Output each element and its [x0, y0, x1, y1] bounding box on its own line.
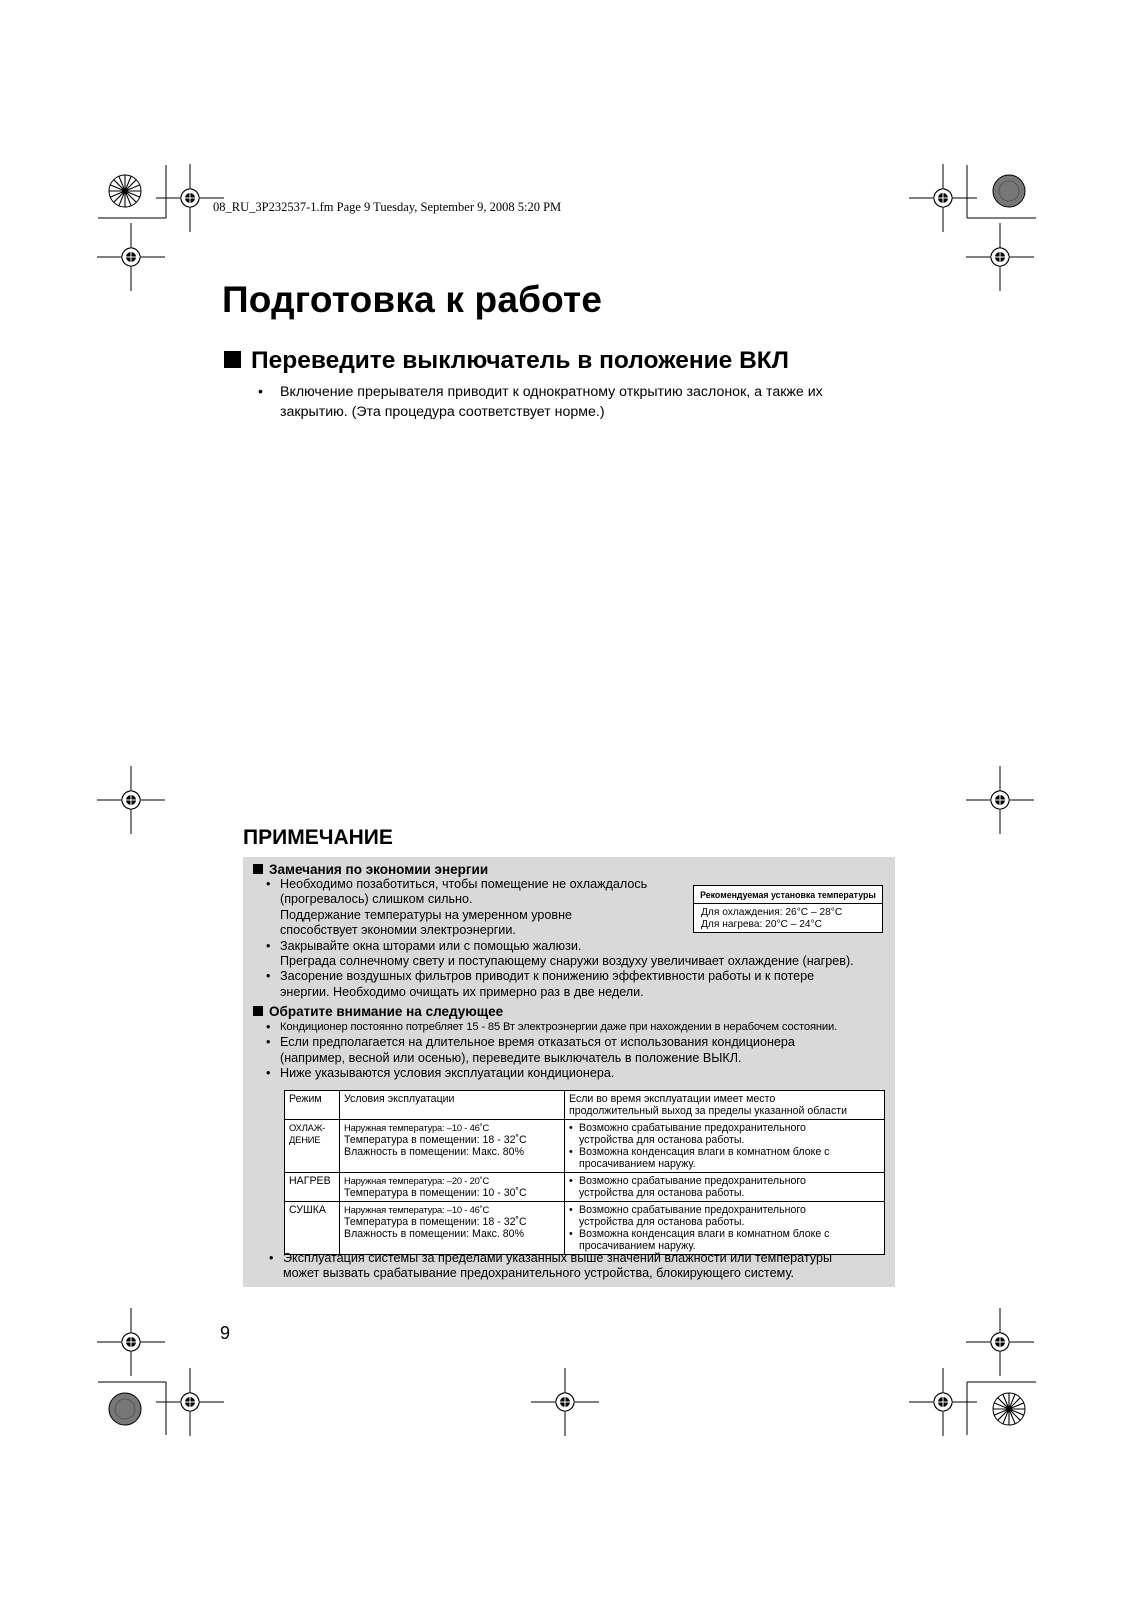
header-outside-line: Если во время эксплуатации имеет место	[569, 1093, 776, 1105]
effects-cell	[565, 1120, 885, 1173]
effect-item	[569, 1122, 880, 1146]
square-bullet-icon	[253, 1006, 263, 1016]
effect-line: Возможна конденсация влаги в комнатном блоке с	[579, 1146, 830, 1158]
list-item	[266, 939, 891, 970]
bullet-icon: •	[258, 384, 263, 400]
list-item	[258, 382, 898, 422]
table-row	[285, 1173, 885, 1202]
bullet-icon: •	[266, 877, 271, 891]
energy-line: (прогревалось) слишком сильно.	[280, 892, 473, 907]
final-line: Эксплуатация системы за пределами указанных выше значений влажности или температуры	[283, 1251, 833, 1265]
bullet-icon: •	[266, 1066, 271, 1081]
energy-line: энергии. Необходимо очищать их примерно раз в две недели.	[280, 984, 644, 999]
effect-line: просачиванием наружу.	[579, 1158, 696, 1170]
mode-line: ОХЛАЖ-	[289, 1122, 326, 1133]
energy-heading-text: Замечания по экономии энергии	[269, 862, 489, 877]
mode-cell	[285, 1202, 340, 1255]
bullet-icon: •	[266, 938, 271, 953]
effects-cell	[565, 1202, 885, 1255]
table-row	[285, 1120, 885, 1173]
energy-line: Преграда солнечному свету и поступающему снаружи воздуху увеличивает охлаждение (нагрев).	[280, 954, 854, 969]
conditions-cell	[340, 1173, 565, 1202]
effect-line: устройства для останова работы.	[579, 1134, 745, 1146]
effect-line: устройства для останова работы.	[579, 1187, 745, 1199]
conditions-cell	[340, 1202, 565, 1255]
page-title: Подготовка к работе	[222, 279, 603, 320]
list-item	[266, 1035, 891, 1066]
energy-heading	[253, 862, 488, 877]
indoor-humidity: Влажность в помещении: Макс. 80%	[344, 1146, 524, 1158]
attention-line: Если предполагается на длительное время отказаться от использования кондиционера	[280, 1035, 795, 1050]
table-row	[285, 1202, 885, 1255]
header-outside	[565, 1091, 885, 1120]
list-item	[266, 969, 891, 1000]
effect-line: Возможно срабатывание предохранительного	[579, 1122, 806, 1134]
attention-heading-text: Обратите внимание на следующее	[269, 1004, 504, 1019]
attention-line: Кондиционер постоянно потребляет 15 - 85 Вт электроэнергии даже при нахождении в нерабочем состоянии.	[280, 1021, 838, 1033]
bullet-icon: •	[569, 1204, 573, 1216]
effects-cell	[565, 1173, 885, 1202]
effect-line: Возможна конденсация влаги в комнатном блоке с	[579, 1228, 830, 1240]
energy-line: способствует экономии электроэнергии.	[280, 923, 516, 938]
bullet-icon: •	[266, 1035, 271, 1050]
mode-line: ДЕНИЕ	[289, 1134, 321, 1145]
bullet-icon: •	[266, 1020, 271, 1034]
outdoor-temp: Наружная температура: –20 - 20˚C	[344, 1175, 490, 1186]
bullet-icon: •	[266, 969, 271, 984]
recommended-temperature-header: Рекомендуемая установка температуры	[694, 886, 882, 904]
indoor-humidity: Влажность в помещении: Макс. 80%	[344, 1228, 524, 1240]
final-line: может вызвать срабатывание предохранительного устройства, блокирующего систему.	[283, 1266, 795, 1281]
attention-line: (например, весной или осенью), переведите выключатель в положение ВЫКЛ.	[280, 1050, 742, 1065]
attention-list	[266, 1020, 891, 1082]
final-note	[269, 1251, 889, 1282]
effect-line: Возможно срабатывание предохранительного	[579, 1204, 806, 1216]
energy-line: Закрывайте окна шторами или с помощью жалюзи.	[280, 938, 582, 953]
header-mode: Режим	[285, 1091, 340, 1120]
header-outside-line: продолжительный выход за пределы указанной области	[569, 1105, 848, 1117]
header-conditions: Условия эксплуатации	[340, 1091, 565, 1120]
mode-line: НАГРЕВ	[289, 1175, 331, 1187]
effect-item	[569, 1204, 880, 1228]
outdoor-temp: Наружная температура: –10 - 46˚C	[344, 1122, 490, 1133]
effect-line: устройства для останова работы.	[579, 1216, 745, 1228]
effect-line: Возможно срабатывание предохранительного	[579, 1175, 806, 1187]
bullet-icon: •	[569, 1122, 573, 1134]
table-header-row	[285, 1091, 885, 1120]
note-box	[243, 857, 895, 1287]
operating-conditions-table	[284, 1090, 885, 1255]
bullet-icon: •	[569, 1175, 573, 1187]
effect-item	[569, 1228, 880, 1252]
file-info-header: 08_RU_3P232537-1.fm Page 9 Tuesday, September 9, 2008 5:20 PM	[213, 200, 562, 214]
mode-line: СУШКА	[289, 1204, 326, 1216]
square-bullet-icon	[224, 351, 241, 368]
recommended-temperature-box	[693, 885, 883, 933]
recommended-heating: Для нагрева: 20°C – 24°C	[701, 919, 823, 930]
conditions-cell	[340, 1120, 565, 1173]
energy-line: Поддержание температуры на умеренном уровне	[280, 907, 573, 922]
page-number: 9	[220, 1323, 231, 1343]
mode-cell	[285, 1120, 340, 1173]
bullet-icon: •	[569, 1228, 573, 1240]
indoor-temp: Температура в помещении: 18 - 32˚C	[344, 1134, 527, 1146]
effect-item	[569, 1146, 880, 1170]
list-item	[266, 1066, 891, 1081]
recommended-cooling: Для охлаждения: 26°C – 28°C	[701, 907, 843, 918]
section-intro	[258, 382, 898, 422]
intro-line-2: закрытию. (Эта процедура соответствует норме.)	[280, 404, 605, 420]
intro-line-1: Включение прерывателя приводит к однократному открытию заслонок, а также их	[280, 384, 823, 400]
outdoor-temp: Наружная температура: –10 - 46˚C	[344, 1204, 490, 1215]
energy-line: Засорение воздушных фильтров приводит к понижению эффективности работы и к потере	[280, 969, 815, 984]
bullet-icon: •	[569, 1146, 573, 1158]
attention-line: Ниже указываются условия эксплуатации кондиционера.	[280, 1066, 615, 1081]
list-item	[269, 1251, 889, 1282]
section-heading	[224, 347, 789, 375]
effect-item	[569, 1175, 880, 1199]
indoor-temp: Температура в помещении: 10 - 30˚C	[344, 1187, 527, 1199]
effect-line: просачиванием наружу.	[579, 1240, 696, 1252]
note-title: ПРИМЕЧАНИЕ	[243, 826, 393, 849]
bullet-icon: •	[269, 1251, 274, 1265]
list-item	[266, 1020, 891, 1035]
section-heading-text: Переведите выключатель в положение ВКЛ	[251, 347, 789, 374]
indoor-temp: Температура в помещении: 18 - 32˚C	[344, 1216, 527, 1228]
square-bullet-icon	[253, 864, 263, 874]
attention-heading	[253, 1004, 503, 1019]
mode-cell	[285, 1173, 340, 1202]
energy-line: Необходимо позаботиться, чтобы помещение не охлаждалось	[280, 877, 648, 891]
